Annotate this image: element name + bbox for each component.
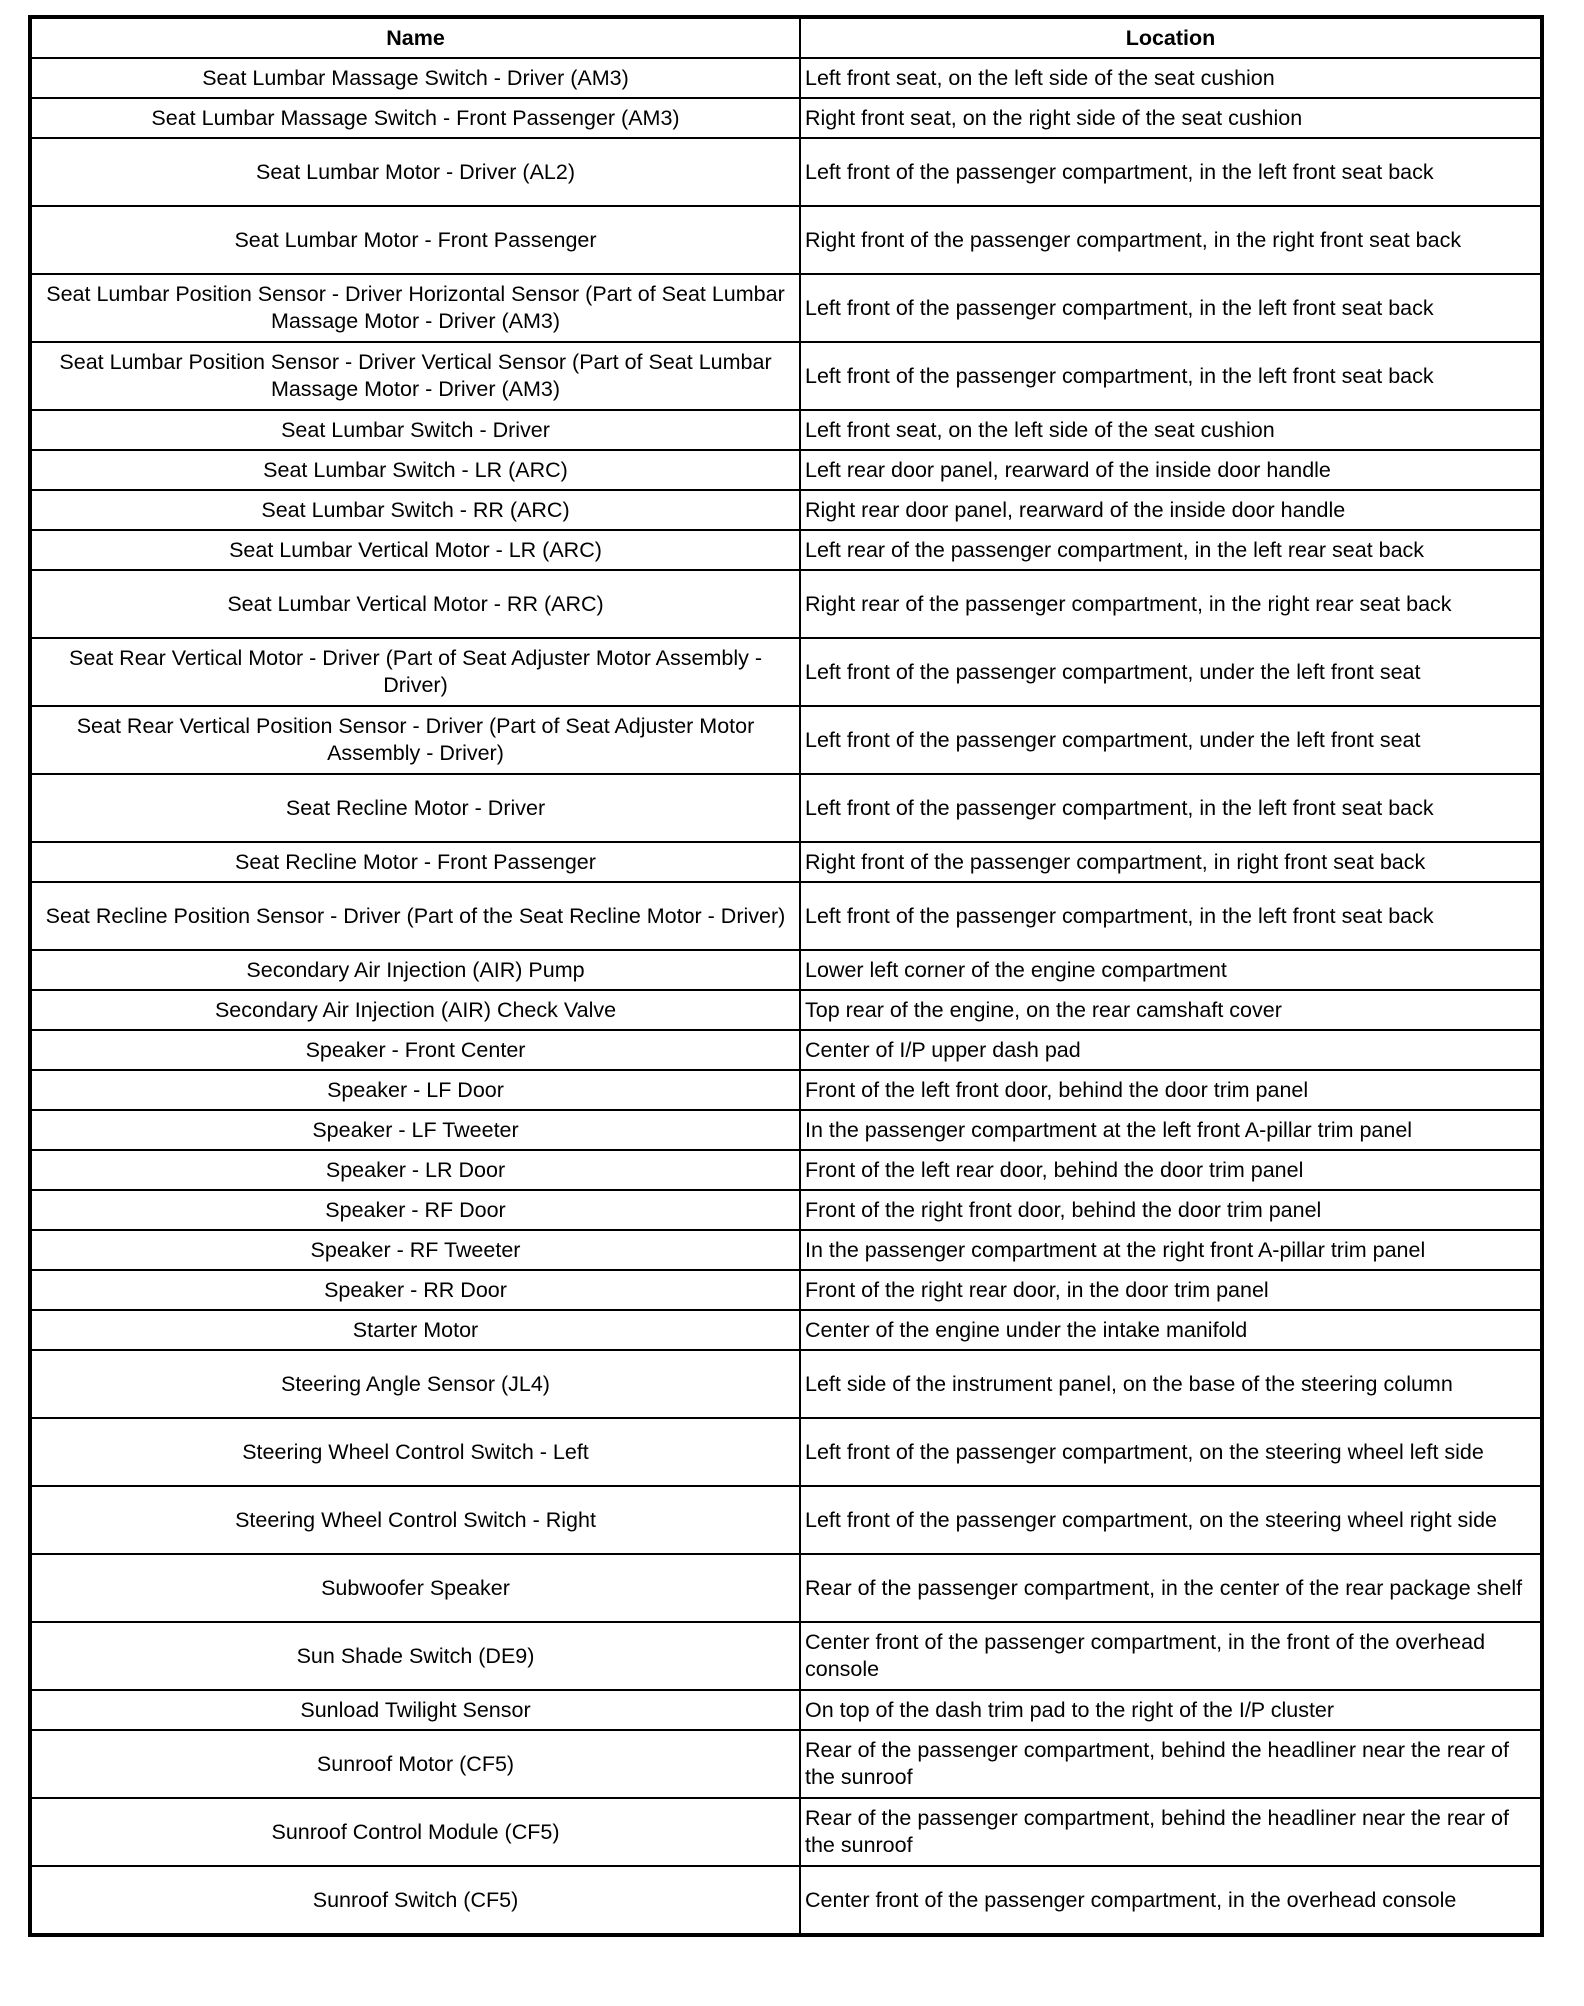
component-name-cell: Seat Rear Vertical Position Sensor - Driver (Part of Seat Adjuster Motor Assembly - Driver) [30, 706, 800, 774]
component-location-cell: Rear of the passenger compartment, behind the headliner near the rear of the sunroof [800, 1798, 1542, 1866]
component-name-cell: Seat Recline Position Sensor - Driver (Part of the Seat Recline Motor - Driver) [30, 882, 800, 950]
component-location-cell: Front of the right rear door, in the door trim panel [800, 1270, 1542, 1310]
component-location-cell: Left front of the passenger compartment, on the steering wheel left side [800, 1418, 1542, 1486]
table-row [30, 1350, 1542, 1418]
component-name-cell: Speaker - LR Door [30, 1150, 800, 1190]
component-name-cell: Seat Lumbar Switch - RR (ARC) [30, 490, 800, 530]
component-name-cell: Seat Lumbar Massage Switch - Driver (AM3) [30, 58, 800, 98]
component-name-cell: Seat Recline Motor - Driver [30, 774, 800, 842]
component-name-cell: Speaker - RF Door [30, 1190, 800, 1230]
component-location-table [28, 15, 1544, 1937]
component-name-cell: Seat Lumbar Motor - Front Passenger [30, 206, 800, 274]
component-name-cell: Starter Motor [30, 1310, 800, 1350]
table-row [30, 1690, 1542, 1730]
component-location-cell: Rear of the passenger compartment, behind the headliner near the rear of the sunroof [800, 1730, 1542, 1798]
component-location-cell: Left front of the passenger compartment, on the steering wheel right side [800, 1486, 1542, 1554]
component-location-cell: Right front of the passenger compartment, in the right front seat back [800, 206, 1542, 274]
component-name-cell: Seat Lumbar Vertical Motor - RR (ARC) [30, 570, 800, 638]
table-row [30, 1554, 1542, 1622]
component-name-cell: Seat Lumbar Switch - Driver [30, 410, 800, 450]
table-row [30, 450, 1542, 490]
component-name-cell: Speaker - LF Tweeter [30, 1110, 800, 1150]
table-row [30, 98, 1542, 138]
component-name-cell: Seat Recline Motor - Front Passenger [30, 842, 800, 882]
table-row [30, 490, 1542, 530]
component-location-cell: Right rear of the passenger compartment, in the right rear seat back [800, 570, 1542, 638]
component-name-cell: Seat Lumbar Motor - Driver (AL2) [30, 138, 800, 206]
table-row [30, 774, 1542, 842]
component-location-cell: Left rear door panel, rearward of the inside door handle [800, 450, 1542, 490]
table-row [30, 1110, 1542, 1150]
component-name-cell: Secondary Air Injection (AIR) Check Valve [30, 990, 800, 1030]
table-row [30, 58, 1542, 98]
table-row [30, 206, 1542, 274]
component-location-cell: Left front of the passenger compartment, under the left front seat [800, 706, 1542, 774]
table-row [30, 1230, 1542, 1270]
table-row [30, 706, 1542, 774]
table-row [30, 342, 1542, 410]
component-location-cell: Front of the left front door, behind the door trim panel [800, 1070, 1542, 1110]
table-row [30, 1270, 1542, 1310]
component-name-cell: Seat Lumbar Position Sensor - Driver Vertical Sensor (Part of Seat Lumbar Massage Motor - Driver (AM3) [30, 342, 800, 410]
component-location-cell: Right front seat, on the right side of the seat cushion [800, 98, 1542, 138]
table-row [30, 570, 1542, 638]
component-name-cell: Subwoofer Speaker [30, 1554, 800, 1622]
component-location-cell: Right front of the passenger compartment, in right front seat back [800, 842, 1542, 882]
component-name-cell: Seat Lumbar Vertical Motor - LR (ARC) [30, 530, 800, 570]
component-location-cell: Center front of the passenger compartment, in the front of the overhead console [800, 1622, 1542, 1690]
component-location-cell: Left front of the passenger compartment, in the left front seat back [800, 774, 1542, 842]
component-location-cell: Right rear door panel, rearward of the inside door handle [800, 490, 1542, 530]
component-location-cell: Front of the left rear door, behind the door trim panel [800, 1150, 1542, 1190]
component-location-cell: Center of the engine under the intake manifold [800, 1310, 1542, 1350]
component-name-cell: Steering Wheel Control Switch - Left [30, 1418, 800, 1486]
component-location-cell: In the passenger compartment at the right front A-pillar trim panel [800, 1230, 1542, 1270]
table-row [30, 1622, 1542, 1690]
component-location-cell: Left front seat, on the left side of the seat cushion [800, 58, 1542, 98]
component-location-cell: Left front of the passenger compartment, under the left front seat [800, 638, 1542, 706]
location-column-header: Location [800, 17, 1542, 58]
table-row [30, 1030, 1542, 1070]
component-location-cell: Left front of the passenger compartment, in the left front seat back [800, 342, 1542, 410]
table-row [30, 638, 1542, 706]
component-name-cell: Sunroof Control Module (CF5) [30, 1798, 800, 1866]
table-row [30, 138, 1542, 206]
component-name-cell: Sunload Twilight Sensor [30, 1690, 800, 1730]
table-row [30, 1798, 1542, 1866]
component-location-cell: Left rear of the passenger compartment, in the left rear seat back [800, 530, 1542, 570]
table-row [30, 950, 1542, 990]
component-location-cell: On top of the dash trim pad to the right of the I/P cluster [800, 1690, 1542, 1730]
table-row [30, 1150, 1542, 1190]
table-row [30, 1418, 1542, 1486]
table-row [30, 1070, 1542, 1110]
table-row [30, 842, 1542, 882]
component-location-cell: Center front of the passenger compartment, in the overhead console [800, 1866, 1542, 1935]
component-name-cell: Seat Rear Vertical Motor - Driver (Part of Seat Adjuster Motor Assembly - Driver) [30, 638, 800, 706]
component-location-cell: Left front of the passenger compartment, in the left front seat back [800, 882, 1542, 950]
table-row [30, 1190, 1542, 1230]
component-location-cell: Front of the right front door, behind the door trim panel [800, 1190, 1542, 1230]
component-location-cell: Left front of the passenger compartment, in the left front seat back [800, 274, 1542, 342]
table-row [30, 530, 1542, 570]
component-name-cell: Steering Wheel Control Switch - Right [30, 1486, 800, 1554]
table-row [30, 1730, 1542, 1798]
table-row [30, 1310, 1542, 1350]
component-name-cell: Seat Lumbar Massage Switch - Front Passenger (AM3) [30, 98, 800, 138]
component-location-cell: Center of I/P upper dash pad [800, 1030, 1542, 1070]
component-name-cell: Speaker - RR Door [30, 1270, 800, 1310]
table-row [30, 1866, 1542, 1935]
component-location-cell: Left front seat, on the left side of the seat cushion [800, 410, 1542, 450]
component-location-cell: In the passenger compartment at the left front A-pillar trim panel [800, 1110, 1542, 1150]
table-row [30, 410, 1542, 450]
component-name-cell: Secondary Air Injection (AIR) Pump [30, 950, 800, 990]
component-location-cell: Rear of the passenger compartment, in the center of the rear package shelf [800, 1554, 1542, 1622]
component-name-cell: Steering Angle Sensor (JL4) [30, 1350, 800, 1418]
table-row [30, 882, 1542, 950]
component-name-cell: Speaker - RF Tweeter [30, 1230, 800, 1270]
name-column-header: Name [30, 17, 800, 58]
component-name-cell: Sun Shade Switch (DE9) [30, 1622, 800, 1690]
component-location-cell: Lower left corner of the engine compartment [800, 950, 1542, 990]
component-location-cell: Left front of the passenger compartment, in the left front seat back [800, 138, 1542, 206]
component-name-cell: Seat Lumbar Position Sensor - Driver Horizontal Sensor (Part of Seat Lumbar Massage Motor - Driver (AM3) [30, 274, 800, 342]
component-location-cell: Left side of the instrument panel, on the base of the steering column [800, 1350, 1542, 1418]
component-name-cell: Seat Lumbar Switch - LR (ARC) [30, 450, 800, 490]
component-location-cell: Top rear of the engine, on the rear camshaft cover [800, 990, 1542, 1030]
table-row [30, 1486, 1542, 1554]
component-name-cell: Speaker - LF Door [30, 1070, 800, 1110]
component-name-cell: Speaker - Front Center [30, 1030, 800, 1070]
header-row [30, 17, 1542, 58]
component-name-cell: Sunroof Switch (CF5) [30, 1866, 800, 1935]
component-name-cell: Sunroof Motor (CF5) [30, 1730, 800, 1798]
table-row [30, 274, 1542, 342]
table-row [30, 990, 1542, 1030]
